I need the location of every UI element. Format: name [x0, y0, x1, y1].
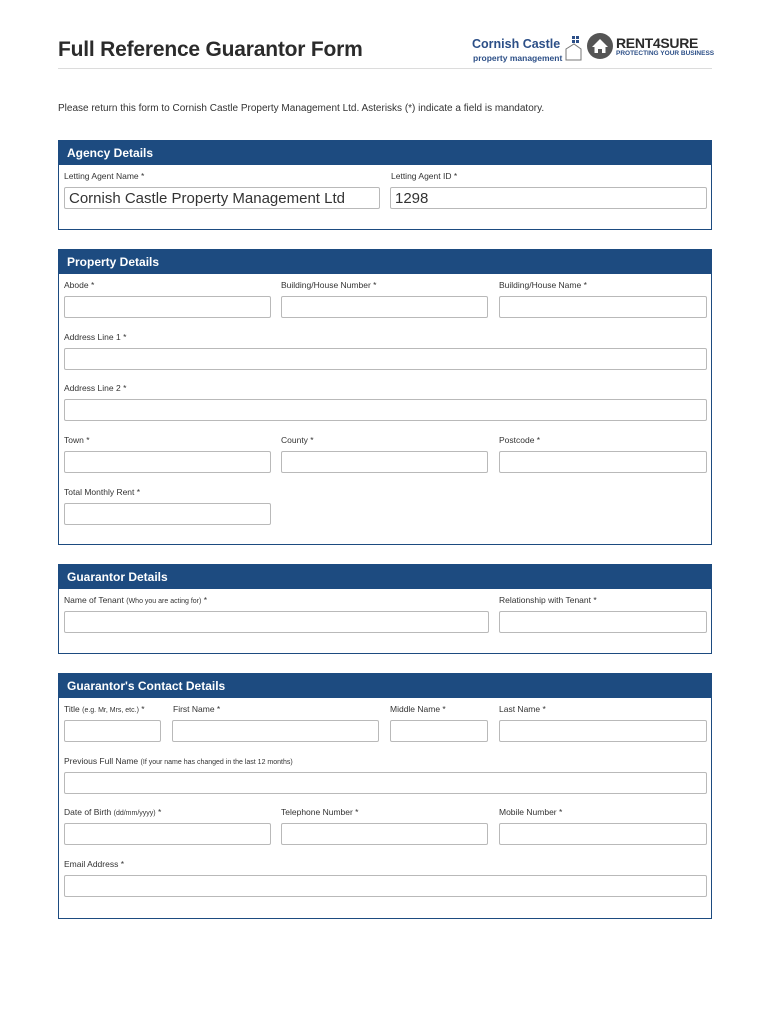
county-input[interactable] — [281, 451, 488, 473]
house-name-input[interactable] — [499, 296, 707, 318]
last-name-input[interactable] — [499, 720, 707, 742]
title-hint: (e.g. Mr, Mrs, etc.) — [82, 707, 139, 714]
house-icon — [586, 32, 614, 60]
relationship-input[interactable] — [499, 611, 707, 633]
house-number-input[interactable] — [281, 296, 488, 318]
mobile-label: Mobile Number * — [499, 807, 563, 817]
date-of-birth-label-text: Date of Birth — [64, 807, 112, 817]
guarantor-details-panel — [58, 564, 712, 654]
property-details-heading: Property Details — [59, 250, 711, 274]
address-line-2-input[interactable] — [64, 399, 707, 421]
agency-details-heading: Agency Details — [59, 141, 711, 165]
house-name-label: Building/House Name * — [499, 280, 587, 290]
tenant-name-label-text: Name of Tenant — [64, 595, 124, 605]
agency-details-panel — [58, 140, 712, 230]
title-input[interactable] — [64, 720, 161, 742]
date-of-birth-input[interactable] — [64, 823, 271, 845]
intro-text: Please return this form to Cornish Castle Property Management Ltd. Asterisks (*) indicate a field is mandatory. — [58, 103, 545, 114]
relationship-label: Relationship with Tenant * — [499, 595, 597, 605]
address-line-1-label: Address Line 1 * — [64, 332, 127, 342]
county-label: County * — [281, 435, 314, 445]
tenant-name-hint: (Who you are acting for) — [126, 598, 202, 605]
postcode-label: Postcode * — [499, 435, 541, 445]
first-name-input[interactable] — [172, 720, 379, 742]
middle-name-label: Middle Name * — [390, 704, 446, 714]
rent4sure-logo-name: RENT4SURE — [616, 35, 699, 51]
date-of-birth-required-mark: * — [155, 807, 162, 817]
total-monthly-rent-label: Total Monthly Rent * — [64, 487, 141, 497]
previous-name-label-text: Previous Full Name — [64, 756, 139, 766]
tenant-name-label — [64, 595, 207, 605]
mobile-input[interactable] — [499, 823, 707, 845]
cornish-castle-logo-tagline: property management — [473, 53, 563, 63]
title-label — [64, 704, 145, 714]
address-line-1-input[interactable] — [64, 348, 707, 370]
guarantor-details-heading: Guarantor Details — [59, 565, 711, 589]
abode-label: Abode * — [64, 280, 95, 290]
contact-details-panel — [58, 673, 712, 919]
castle-flag-icon — [564, 35, 584, 61]
telephone-label: Telephone Number * — [281, 807, 359, 817]
email-label: Email Address * — [64, 859, 124, 869]
town-input[interactable] — [64, 451, 271, 473]
letting-agent-id-label: Letting Agent ID * — [391, 171, 458, 181]
telephone-input[interactable] — [281, 823, 488, 845]
title-required-mark: * — [138, 704, 145, 714]
property-details-panel — [58, 249, 712, 545]
total-monthly-rent-input[interactable] — [64, 503, 271, 525]
title-label-text: Title — [64, 704, 80, 714]
address-line-2-label: Address Line 2 * — [64, 383, 127, 393]
email-input[interactable] — [64, 875, 707, 897]
rent4sure-logo — [586, 32, 714, 62]
letting-agent-id-input[interactable] — [390, 187, 707, 209]
letting-agent-name-input[interactable] — [64, 187, 380, 209]
page-title: Full Reference Guarantor Form — [58, 38, 363, 61]
tenant-name-input[interactable] — [64, 611, 489, 633]
previous-name-input[interactable] — [64, 772, 707, 794]
last-name-label: Last Name * — [499, 704, 546, 714]
rent4sure-logo-tagline: PROTECTING YOUR BUSINESS — [616, 50, 715, 57]
first-name-label: First Name * — [173, 704, 221, 714]
cornish-castle-logo-name: Cornish Castle — [472, 37, 561, 51]
house-number-label: Building/House Number * — [281, 280, 377, 290]
previous-name-label — [64, 756, 293, 766]
title-divider — [58, 68, 712, 69]
date-of-birth-hint: (dd/mm/yyyy) — [113, 810, 156, 817]
postcode-input[interactable] — [499, 451, 707, 473]
contact-details-heading: Guarantor's Contact Details — [59, 674, 711, 698]
middle-name-input[interactable] — [390, 720, 488, 742]
letting-agent-name-label: Letting Agent Name * — [64, 171, 145, 181]
date-of-birth-label — [64, 807, 161, 817]
previous-name-hint: (If your name has changed in the last 12 months) — [140, 759, 293, 766]
town-label: Town * — [64, 435, 90, 445]
abode-input[interactable] — [64, 296, 271, 318]
tenant-name-required-mark: * — [201, 595, 207, 605]
